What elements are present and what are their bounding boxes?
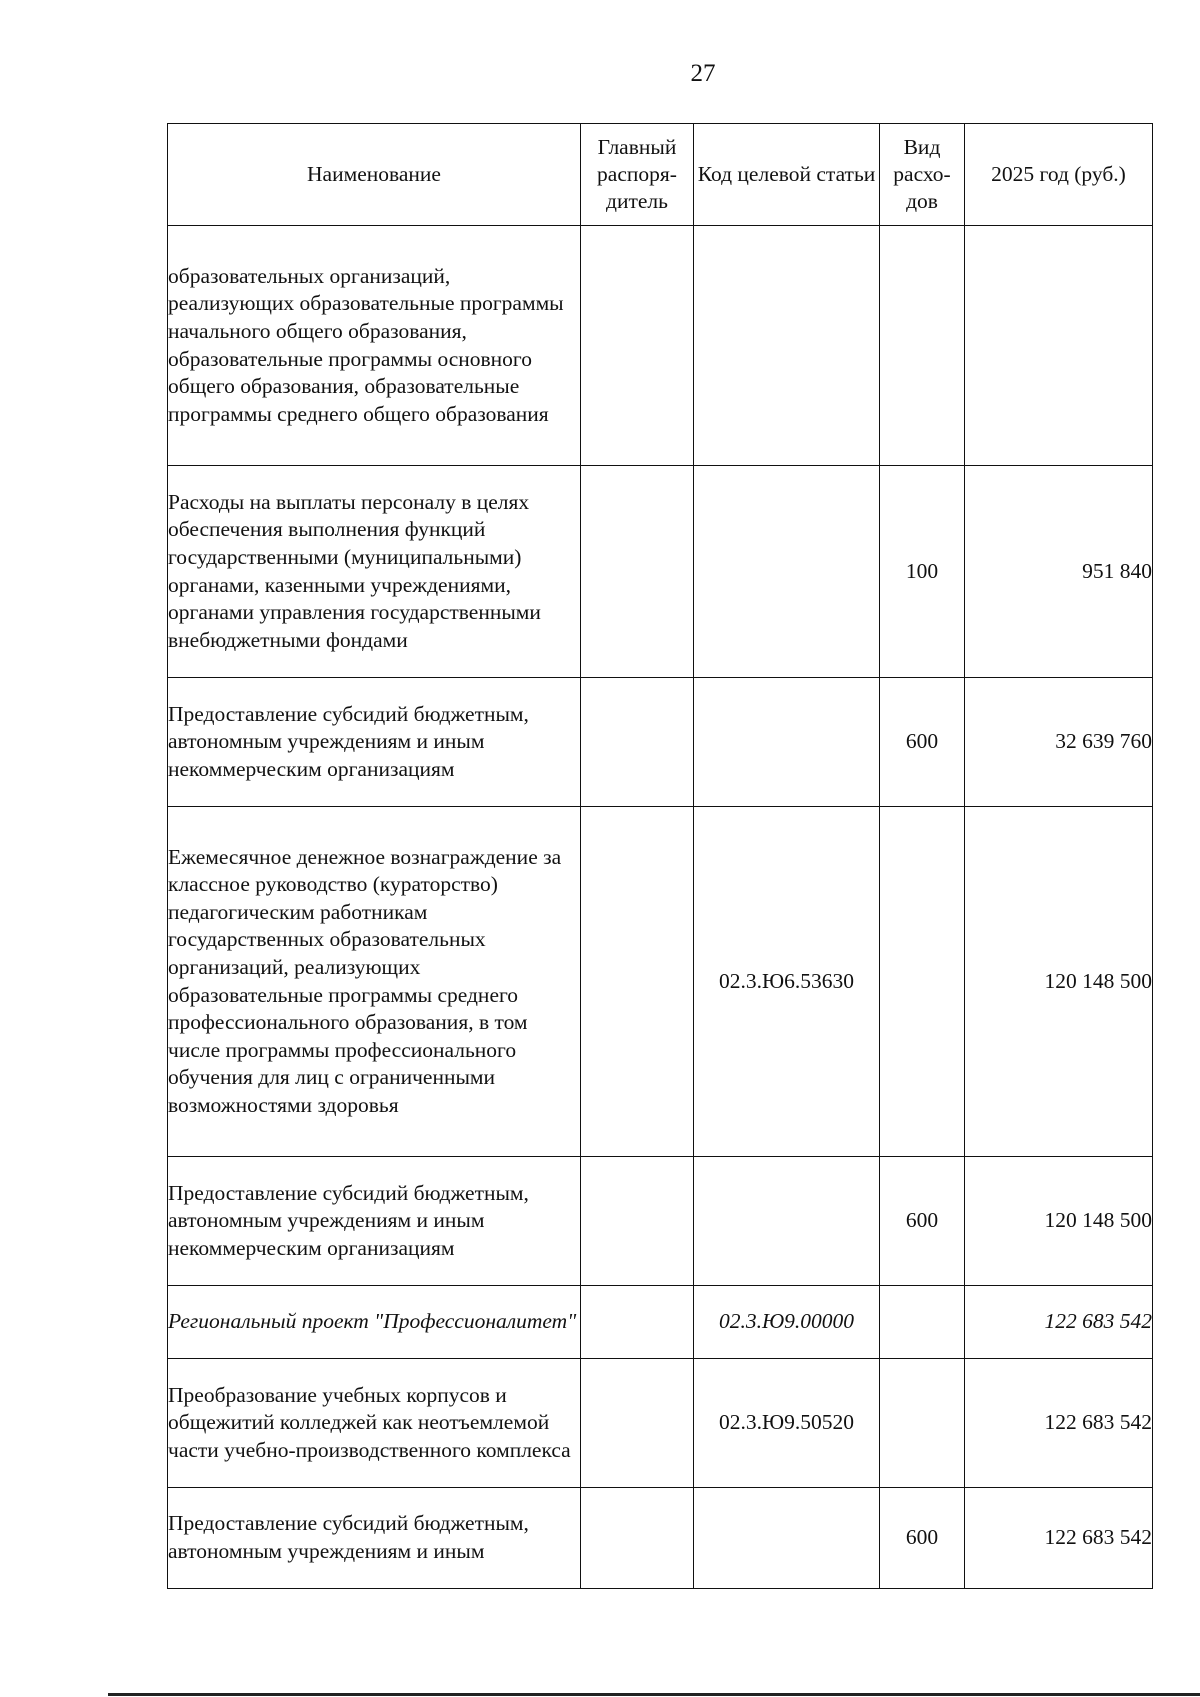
- table-header-row: [168, 124, 1153, 226]
- table-row: [168, 1488, 1153, 1589]
- row-distributor: [581, 807, 694, 1157]
- row-code: [694, 1157, 880, 1286]
- row-distributor: [581, 1157, 694, 1286]
- table-row: [168, 678, 1153, 807]
- row-code: 02.3.Ю9.00000: [694, 1286, 880, 1359]
- row-code: [694, 1488, 880, 1589]
- row-name: Предоставление субсидий бюджетным, автономным учреждениям и иным: [168, 1488, 581, 1589]
- bottom-rule: [108, 1693, 1200, 1696]
- row-kind: [880, 226, 965, 466]
- row-kind: [880, 1286, 965, 1359]
- row-distributor: [581, 1359, 694, 1488]
- table-row: [168, 1286, 1153, 1359]
- header-kind: Вид расхо-дов: [880, 124, 965, 226]
- row-amount: 32 639 760: [965, 678, 1153, 807]
- table-row: [168, 1157, 1153, 1286]
- row-name: Предоставление субсидий бюджетным, автономным учреждениям и иным некоммерческим организациям: [168, 1157, 581, 1286]
- row-kind: [880, 807, 965, 1157]
- row-amount: 122 683 542: [965, 1488, 1153, 1589]
- header-code: Код целевой статьи: [694, 124, 880, 226]
- row-distributor: [581, 466, 694, 678]
- row-amount: 122 683 542: [965, 1286, 1153, 1359]
- table-row: [168, 807, 1153, 1157]
- row-code: 02.3.Ю9.50520: [694, 1359, 880, 1488]
- row-amount: 951 840: [965, 466, 1153, 678]
- header-distributor: Главный распоря-дитель: [581, 124, 694, 226]
- row-name: Региональный проект "Профессионалитет": [168, 1286, 581, 1359]
- row-amount: [965, 226, 1153, 466]
- budget-table: [167, 123, 1153, 1589]
- row-code: [694, 466, 880, 678]
- row-distributor: [581, 226, 694, 466]
- row-kind: 600: [880, 678, 965, 807]
- table-row: [168, 466, 1153, 678]
- row-amount: 120 148 500: [965, 807, 1153, 1157]
- row-kind: [880, 1359, 965, 1488]
- row-name: образовательных организаций, реализующих образовательные программы начального общего образования, образовательные программы основного общего образования, образовательные программы среднего общего образования: [168, 226, 581, 466]
- row-kind: 100: [880, 466, 965, 678]
- row-code: [694, 678, 880, 807]
- row-distributor: [581, 1488, 694, 1589]
- row-code: 02.3.Ю6.53630: [694, 807, 880, 1157]
- header-amount: 2025 год (руб.): [965, 124, 1153, 226]
- row-amount: 120 148 500: [965, 1157, 1153, 1286]
- row-amount: 122 683 542: [965, 1359, 1153, 1488]
- row-name: Расходы на выплаты персоналу в целях обеспечения выполнения функций государственными (муниципальными) органами, казенными учреждениями, органами управления государственными внебюджетными фондами: [168, 466, 581, 678]
- row-name: Преобразование учебных корпусов и общежитий колледжей как неотъемлемой части учебно-производственного комплекса: [168, 1359, 581, 1488]
- row-distributor: [581, 678, 694, 807]
- row-name: Ежемесячное денежное вознаграждение за классное руководство (кураторство) педагогическим работникам государственных образовательных организаций, реализующих образовательные программы среднего профессионального образования, в том числе программы профессионального обучения для лиц с ограниченными возможностями здоровья: [168, 807, 581, 1157]
- row-kind: 600: [880, 1488, 965, 1589]
- table-row: [168, 226, 1153, 466]
- page-number: 27: [690, 60, 716, 87]
- table-row: [168, 1359, 1153, 1488]
- row-name: Предоставление субсидий бюджетным, автономным учреждениям и иным некоммерческим организациям: [168, 678, 581, 807]
- row-code: [694, 226, 880, 466]
- row-kind: 600: [880, 1157, 965, 1286]
- row-distributor: [581, 1286, 694, 1359]
- header-name: Наименование: [168, 124, 581, 226]
